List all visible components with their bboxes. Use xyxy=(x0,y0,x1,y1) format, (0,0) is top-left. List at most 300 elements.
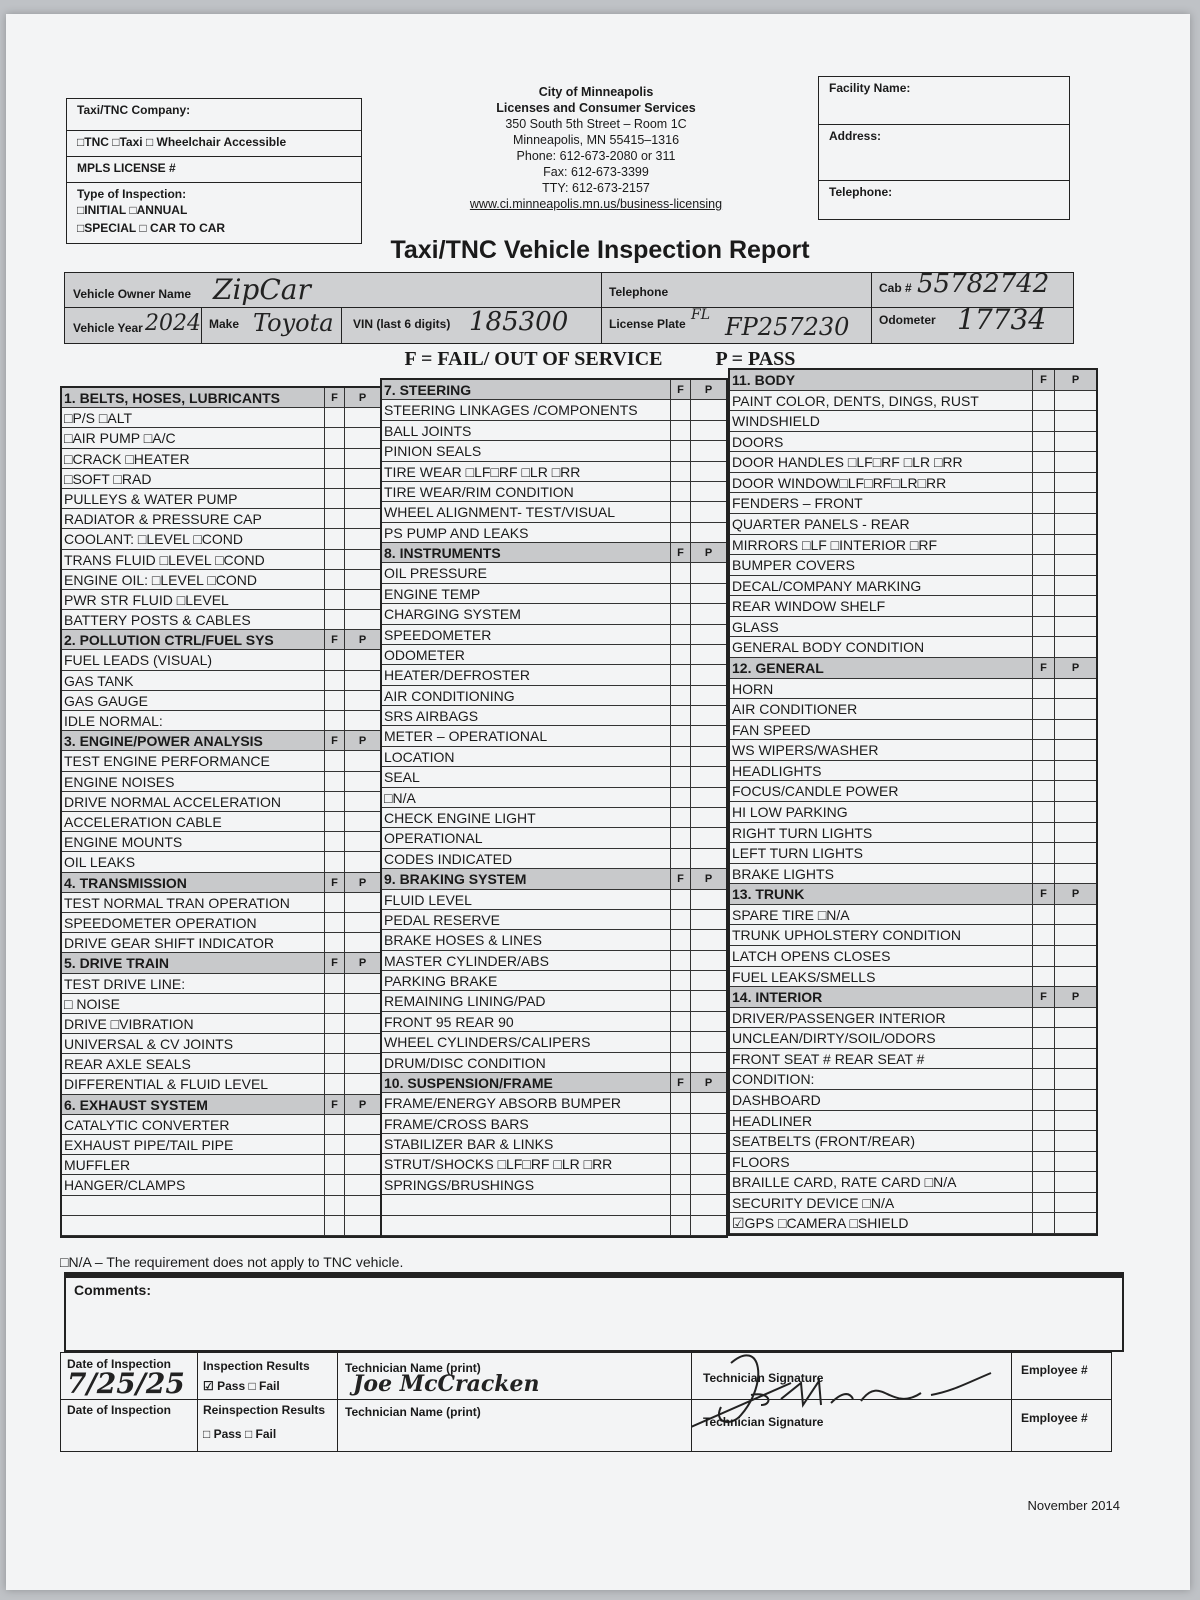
pass-checkbox-cell[interactable] xyxy=(690,1154,726,1174)
pass-checkbox-cell[interactable] xyxy=(1054,1193,1096,1214)
pass-checkbox-cell[interactable] xyxy=(344,994,380,1014)
fail-checkbox-cell[interactable] xyxy=(324,1074,344,1094)
pass-checkbox-cell[interactable] xyxy=(690,1114,726,1134)
fail-checkbox-cell[interactable] xyxy=(324,449,344,469)
fail-checkbox-cell[interactable] xyxy=(324,650,344,670)
fail-checkbox-cell[interactable] xyxy=(670,1093,690,1113)
pass-checkbox-cell[interactable]: P xyxy=(690,543,726,563)
fail-checkbox-cell[interactable]: F xyxy=(670,543,690,563)
fail-checkbox-cell[interactable] xyxy=(324,852,344,872)
fail-checkbox-cell[interactable] xyxy=(1032,555,1054,576)
pass-checkbox-cell[interactable] xyxy=(1054,1008,1096,1029)
fail-checkbox-cell[interactable] xyxy=(324,671,344,691)
checklist-item: HORN xyxy=(730,679,1032,700)
fail-checkbox-cell[interactable] xyxy=(324,610,344,630)
fail-checkbox-cell[interactable] xyxy=(670,788,690,808)
pass-checkbox-cell[interactable] xyxy=(344,1034,380,1054)
fail-checkbox-cell[interactable] xyxy=(324,509,344,529)
fail-checkbox-cell[interactable] xyxy=(1032,1152,1054,1173)
fail-checkbox-cell[interactable] xyxy=(324,1135,344,1155)
pass-checkbox-cell[interactable] xyxy=(1054,1152,1096,1173)
pass-checkbox-cell[interactable] xyxy=(1054,493,1096,514)
pass-checkbox-cell[interactable] xyxy=(690,462,726,482)
technician-name-value: Joe McCracken xyxy=(353,1371,540,1397)
fail-checkbox-cell[interactable] xyxy=(324,893,344,913)
license-plate-label: License Plate xyxy=(609,317,686,331)
section-header: 12. GENERAL xyxy=(730,658,1032,679)
pass-checkbox-cell[interactable] xyxy=(690,951,726,971)
pass-checkbox-cell[interactable] xyxy=(344,893,380,913)
fail-checkbox-cell[interactable] xyxy=(670,604,690,624)
fail-checkbox-cell[interactable] xyxy=(670,767,690,787)
fail-checkbox-cell[interactable] xyxy=(324,772,344,792)
fail-checkbox-cell[interactable] xyxy=(1032,1028,1054,1049)
pass-checkbox-cell[interactable] xyxy=(1054,411,1096,432)
pass-checkbox-cell[interactable] xyxy=(690,726,726,746)
fail-checkbox-cell[interactable] xyxy=(670,482,690,502)
pass-checkbox-cell[interactable]: P xyxy=(344,953,380,973)
pass-checkbox-cell[interactable]: P xyxy=(1054,370,1096,391)
checklist-item: DOOR WINDOW□LF□RF□LR□RR xyxy=(730,473,1032,494)
section-header: 4. TRANSMISSION xyxy=(62,873,324,893)
fail-checkbox-cell[interactable] xyxy=(1032,802,1054,823)
pass-checkbox-cell[interactable] xyxy=(344,812,380,832)
pass-checkbox-cell[interactable] xyxy=(1054,1131,1096,1152)
pass-checkbox-cell[interactable] xyxy=(690,563,726,583)
fail-checkbox-cell[interactable] xyxy=(1032,514,1054,535)
fail-checkbox-cell[interactable] xyxy=(1032,637,1054,658)
fail-checkbox-cell[interactable] xyxy=(1032,905,1054,926)
fail-checkbox-cell[interactable] xyxy=(324,812,344,832)
pass-checkbox-cell[interactable] xyxy=(690,808,726,828)
fail-checkbox-cell[interactable] xyxy=(324,1034,344,1054)
pass-checkbox-cell[interactable] xyxy=(344,933,380,953)
pass-checkbox-cell[interactable] xyxy=(690,421,726,441)
fail-checkbox-cell[interactable] xyxy=(324,489,344,509)
pass-checkbox-cell[interactable] xyxy=(690,1032,726,1052)
pass-checkbox-cell[interactable] xyxy=(690,665,726,685)
fail-checkbox-cell[interactable] xyxy=(670,686,690,706)
fail-checkbox-cell[interactable] xyxy=(670,808,690,828)
fail-checkbox-cell[interactable] xyxy=(324,1216,344,1236)
pass-checkbox-cell[interactable]: P xyxy=(690,869,726,889)
fail-checkbox-cell[interactable] xyxy=(324,428,344,448)
fail-checkbox-cell[interactable] xyxy=(324,1115,344,1135)
pass-checkbox-cell[interactable] xyxy=(344,751,380,771)
fail-checkbox-cell[interactable] xyxy=(670,706,690,726)
checklist-item: MASTER CYLINDER/ABS xyxy=(382,951,670,971)
fail-checkbox-cell[interactable] xyxy=(1032,864,1054,885)
pass-checkbox-cell[interactable] xyxy=(1054,740,1096,761)
fail-checkbox-cell[interactable] xyxy=(670,1195,690,1215)
pass-checkbox-cell[interactable] xyxy=(1054,781,1096,802)
checklist-item: BUMPER COVERS xyxy=(730,555,1032,576)
reinspection-results-options[interactable]: □ Pass □ Fail xyxy=(203,1427,277,1441)
fail-checkbox-cell[interactable] xyxy=(670,523,690,543)
fail-checkbox-cell[interactable] xyxy=(1032,1049,1054,1070)
pass-checkbox-cell[interactable] xyxy=(1054,1172,1096,1193)
pass-checkbox-cell[interactable] xyxy=(690,1093,726,1113)
fail-checkbox-cell[interactable] xyxy=(324,550,344,570)
checklist-item: CONDITION: xyxy=(730,1069,1032,1090)
fail-checkbox-cell[interactable] xyxy=(1032,823,1054,844)
pass-checkbox-cell[interactable] xyxy=(690,706,726,726)
pass-checkbox-cell[interactable] xyxy=(344,449,380,469)
fail-checkbox-cell[interactable] xyxy=(324,792,344,812)
fail-checkbox-cell[interactable]: F xyxy=(1032,987,1054,1008)
fail-checkbox-cell[interactable] xyxy=(670,1134,690,1154)
pass-checkbox-cell[interactable] xyxy=(344,550,380,570)
fail-checkbox-cell[interactable] xyxy=(670,726,690,746)
fail-checkbox-cell[interactable]: F xyxy=(1032,370,1054,391)
fail-checkbox-cell[interactable] xyxy=(1032,740,1054,761)
fail-checkbox-cell[interactable]: F xyxy=(670,869,690,889)
fail-checkbox-cell[interactable] xyxy=(670,441,690,461)
fail-checkbox-cell[interactable]: F xyxy=(324,731,344,751)
license-plate-value: FP257230 xyxy=(725,313,850,341)
fail-checkbox-cell[interactable]: F xyxy=(324,953,344,973)
pass-checkbox-cell[interactable] xyxy=(344,650,380,670)
pass-checkbox-cell[interactable] xyxy=(690,441,726,461)
pass-checkbox-cell[interactable] xyxy=(344,913,380,933)
pass-checkbox-cell[interactable] xyxy=(344,408,380,428)
fail-checkbox-cell[interactable] xyxy=(670,828,690,848)
checklist-item: AIR CONDITIONER xyxy=(730,699,1032,720)
fail-checkbox-cell[interactable] xyxy=(324,408,344,428)
pass-checkbox-cell[interactable] xyxy=(1054,1111,1096,1132)
pass-checkbox-cell[interactable] xyxy=(690,788,726,808)
fail-checkbox-cell[interactable]: F xyxy=(324,873,344,893)
pass-checkbox-cell[interactable] xyxy=(1054,802,1096,823)
pass-checkbox-cell[interactable] xyxy=(690,604,726,624)
pass-checkbox-cell[interactable] xyxy=(344,1054,380,1074)
pass-checkbox-cell[interactable] xyxy=(690,1216,726,1236)
checklist-item: QUARTER PANELS - REAR xyxy=(730,514,1032,535)
fail-checkbox-cell[interactable] xyxy=(1032,967,1054,988)
pass-checkbox-cell[interactable] xyxy=(344,691,380,711)
pass-checkbox-cell[interactable] xyxy=(690,1195,726,1215)
pass-checkbox-cell[interactable] xyxy=(1054,864,1096,885)
pass-checkbox-cell[interactable] xyxy=(690,502,726,522)
fail-checkbox-cell[interactable] xyxy=(670,951,690,971)
checklist-item: RIGHT TURN LIGHTS xyxy=(730,823,1032,844)
pass-checkbox-cell[interactable] xyxy=(690,849,726,869)
fail-checkbox-cell[interactable] xyxy=(670,1012,690,1032)
agency-url-link[interactable]: www.ci.minneapolis.mn.us/business-licensing xyxy=(469,197,723,211)
fail-checkbox-cell[interactable] xyxy=(324,691,344,711)
pass-checkbox-cell[interactable] xyxy=(690,400,726,420)
checklist-item: BATTERY POSTS & CABLES xyxy=(62,610,324,630)
pass-checkbox-cell[interactable] xyxy=(344,509,380,529)
pass-checkbox-cell[interactable] xyxy=(690,482,726,502)
pass-checkbox-cell[interactable] xyxy=(690,1053,726,1073)
fail-checkbox-cell[interactable] xyxy=(324,1196,344,1216)
pass-checkbox-cell[interactable] xyxy=(344,1074,380,1094)
fail-checkbox-cell[interactable] xyxy=(324,1054,344,1074)
fail-checkbox-cell[interactable] xyxy=(1032,411,1054,432)
pass-checkbox-cell[interactable] xyxy=(344,792,380,812)
fail-checkbox-cell[interactable] xyxy=(670,665,690,685)
pass-checkbox-cell[interactable] xyxy=(690,890,726,910)
fail-checkbox-cell[interactable] xyxy=(1032,679,1054,700)
pass-checkbox-cell[interactable]: P xyxy=(690,1073,726,1093)
fail-checkbox-cell[interactable] xyxy=(670,1216,690,1236)
fail-checkbox-cell[interactable] xyxy=(670,625,690,645)
pass-checkbox-cell[interactable]: P xyxy=(344,1095,380,1115)
pass-checkbox-cell[interactable]: P xyxy=(1054,987,1096,1008)
fail-checkbox-cell[interactable] xyxy=(1032,1069,1054,1090)
pass-checkbox-cell[interactable] xyxy=(1054,637,1096,658)
pass-checkbox-cell[interactable] xyxy=(1054,596,1096,617)
date-of-inspection-value: 7/25/25 xyxy=(67,1367,185,1400)
checklist-item: FLUID LEVEL xyxy=(382,890,670,910)
legend-pass: P = PASS xyxy=(715,348,796,370)
pass-checkbox-cell[interactable] xyxy=(690,686,726,706)
checklist-item: OIL LEAKS xyxy=(62,852,324,872)
fail-checkbox-cell[interactable] xyxy=(324,1014,344,1034)
pass-checkbox-cell[interactable] xyxy=(1054,1090,1096,1111)
pass-checkbox-cell[interactable] xyxy=(690,645,726,665)
pass-checkbox-cell[interactable] xyxy=(1054,679,1096,700)
pass-checkbox-cell[interactable] xyxy=(1054,1028,1096,1049)
fail-checkbox-cell[interactable] xyxy=(1032,1193,1054,1214)
pass-checkbox-cell[interactable] xyxy=(344,974,380,994)
pass-checkbox-cell[interactable] xyxy=(344,1216,380,1236)
owner-name-value: ZipCar xyxy=(213,273,311,306)
pass-checkbox-cell[interactable] xyxy=(690,747,726,767)
vin-label: VIN (last 6 digits) xyxy=(353,317,451,331)
fail-checkbox-cell[interactable] xyxy=(670,502,690,522)
pass-checkbox-cell[interactable] xyxy=(344,1196,380,1216)
fail-checkbox-cell[interactable] xyxy=(324,832,344,852)
pass-checkbox-cell[interactable] xyxy=(1054,1069,1096,1090)
fail-checkbox-cell[interactable] xyxy=(1032,1172,1054,1193)
checklist-item: ACCELERATION CABLE xyxy=(62,812,324,832)
fail-checkbox-cell[interactable] xyxy=(1032,720,1054,741)
pass-checkbox-cell[interactable] xyxy=(344,570,380,590)
pass-checkbox-cell[interactable] xyxy=(1054,391,1096,412)
pass-checkbox-cell[interactable] xyxy=(1054,699,1096,720)
pass-checkbox-cell[interactable] xyxy=(1054,576,1096,597)
pass-checkbox-cell[interactable] xyxy=(344,832,380,852)
pass-checkbox-cell[interactable] xyxy=(690,991,726,1011)
pass-checkbox-cell[interactable] xyxy=(344,529,380,549)
fail-checkbox-cell[interactable] xyxy=(324,933,344,953)
checklist-item: HEADLIGHTS xyxy=(730,761,1032,782)
fail-checkbox-cell[interactable]: F xyxy=(1032,658,1054,679)
fail-checkbox-cell[interactable] xyxy=(670,1053,690,1073)
pass-checkbox-cell[interactable] xyxy=(344,590,380,610)
pass-checkbox-cell[interactable] xyxy=(690,828,726,848)
fail-checkbox-cell[interactable]: F xyxy=(324,1095,344,1115)
fail-checkbox-cell[interactable] xyxy=(670,1114,690,1134)
section-header: 7. STEERING xyxy=(382,380,670,400)
pass-checkbox-cell[interactable]: P xyxy=(1054,658,1096,679)
pass-checkbox-cell[interactable] xyxy=(690,930,726,950)
fail-checkbox-cell[interactable] xyxy=(1032,925,1054,946)
fail-checkbox-cell[interactable] xyxy=(1032,391,1054,412)
fail-checkbox-cell[interactable]: F xyxy=(1032,884,1054,905)
pass-checkbox-cell[interactable] xyxy=(690,1175,726,1195)
fail-checkbox-cell[interactable] xyxy=(324,711,344,731)
pass-checkbox-cell[interactable] xyxy=(1054,761,1096,782)
pass-checkbox-cell[interactable] xyxy=(344,852,380,872)
fail-checkbox-cell[interactable] xyxy=(1032,576,1054,597)
fail-checkbox-cell[interactable] xyxy=(670,421,690,441)
pass-checkbox-cell[interactable] xyxy=(690,584,726,604)
checklist-item: BRAILLE CARD, RATE CARD □N/A xyxy=(730,1172,1032,1193)
fail-checkbox-cell[interactable] xyxy=(1032,761,1054,782)
fail-checkbox-cell[interactable] xyxy=(1032,1111,1054,1132)
pass-checkbox-cell[interactable] xyxy=(344,772,380,792)
pass-checkbox-cell[interactable] xyxy=(690,1012,726,1032)
comments-box[interactable] xyxy=(64,1272,1124,1352)
pass-checkbox-cell[interactable] xyxy=(1054,473,1096,494)
pass-checkbox-cell[interactable] xyxy=(344,1175,380,1195)
fail-checkbox-cell[interactable] xyxy=(1032,699,1054,720)
pass-checkbox-cell[interactable] xyxy=(1054,946,1096,967)
pass-checkbox-cell[interactable] xyxy=(1054,555,1096,576)
fail-checkbox-cell[interactable] xyxy=(1032,1131,1054,1152)
fail-checkbox-cell[interactable] xyxy=(1032,781,1054,802)
fail-checkbox-cell[interactable]: F xyxy=(324,630,344,650)
fail-checkbox-cell[interactable] xyxy=(670,747,690,767)
pass-checkbox-cell[interactable] xyxy=(690,523,726,543)
pass-checkbox-cell[interactable]: P xyxy=(344,630,380,650)
fail-checkbox-cell[interactable] xyxy=(324,751,344,771)
pass-checkbox-cell[interactable] xyxy=(344,711,380,731)
pass-checkbox-cell[interactable] xyxy=(1054,535,1096,556)
pass-checkbox-cell[interactable] xyxy=(1054,432,1096,453)
fail-checkbox-cell[interactable] xyxy=(670,645,690,665)
pass-checkbox-cell[interactable] xyxy=(1054,514,1096,535)
pass-checkbox-cell[interactable] xyxy=(344,671,380,691)
fail-checkbox-cell[interactable] xyxy=(1032,1090,1054,1111)
checklist-item: OIL PRESSURE xyxy=(382,563,670,583)
fail-checkbox-cell[interactable] xyxy=(670,563,690,583)
checklist-item: PINION SEALS xyxy=(382,441,670,461)
pass-checkbox-cell[interactable] xyxy=(344,1014,380,1034)
pass-checkbox-cell[interactable]: P xyxy=(690,380,726,400)
fail-checkbox-cell[interactable] xyxy=(670,584,690,604)
checklist-item: UNCLEAN/DIRTY/SOIL/ODORS xyxy=(730,1028,1032,1049)
pass-checkbox-cell[interactable] xyxy=(690,767,726,787)
fail-checkbox-cell[interactable] xyxy=(670,1154,690,1174)
checklist-item: FOCUS/CANDLE POWER xyxy=(730,781,1032,802)
fail-checkbox-cell[interactable] xyxy=(1032,1213,1054,1234)
pass-checkbox-cell[interactable] xyxy=(1054,1049,1096,1070)
pass-checkbox-cell[interactable] xyxy=(1054,967,1096,988)
checklist-item: UNIVERSAL & CV JOINTS xyxy=(62,1034,324,1054)
fail-checkbox-cell[interactable] xyxy=(670,971,690,991)
pass-checkbox-cell[interactable] xyxy=(690,625,726,645)
fail-checkbox-cell[interactable]: F xyxy=(670,1073,690,1093)
fail-checkbox-cell[interactable] xyxy=(1032,432,1054,453)
fail-checkbox-cell[interactable] xyxy=(324,590,344,610)
fail-checkbox-cell[interactable] xyxy=(1032,473,1054,494)
checklist-item: ENGINE OIL: □LEVEL □COND xyxy=(62,570,324,590)
odometer-label: Odometer xyxy=(879,313,936,327)
fail-checkbox-cell[interactable] xyxy=(670,930,690,950)
fail-checkbox-cell[interactable] xyxy=(1032,617,1054,638)
fail-checkbox-cell[interactable] xyxy=(670,849,690,869)
fail-checkbox-cell[interactable] xyxy=(670,462,690,482)
fail-checkbox-cell[interactable] xyxy=(1032,493,1054,514)
pass-checkbox-cell[interactable] xyxy=(344,610,380,630)
fail-checkbox-cell[interactable] xyxy=(670,910,690,930)
pass-checkbox-cell[interactable] xyxy=(1054,617,1096,638)
checklist-item: BRAKE HOSES & LINES xyxy=(382,930,670,950)
fail-checkbox-cell[interactable] xyxy=(324,1175,344,1195)
fail-checkbox-cell[interactable] xyxy=(1032,535,1054,556)
pass-checkbox-cell[interactable]: P xyxy=(344,388,380,408)
fail-checkbox-cell[interactable] xyxy=(1032,596,1054,617)
pass-checkbox-cell[interactable] xyxy=(690,971,726,991)
pass-checkbox-cell[interactable] xyxy=(344,1155,380,1175)
pass-checkbox-cell[interactable] xyxy=(690,910,726,930)
checklist-item: ☑GPS □CAMERA □SHIELD xyxy=(730,1213,1032,1234)
section-header: 14. INTERIOR xyxy=(730,987,1032,1008)
pass-checkbox-cell[interactable] xyxy=(344,469,380,489)
fail-checkbox-cell[interactable] xyxy=(1032,452,1054,473)
fail-checkbox-cell[interactable]: F xyxy=(670,380,690,400)
pass-checkbox-cell[interactable] xyxy=(344,428,380,448)
pass-checkbox-cell[interactable]: P xyxy=(1054,884,1096,905)
fail-checkbox-cell[interactable] xyxy=(670,991,690,1011)
fail-checkbox-cell[interactable] xyxy=(1032,946,1054,967)
fail-checkbox-cell[interactable] xyxy=(670,1032,690,1052)
fail-checkbox-cell[interactable] xyxy=(324,974,344,994)
pass-checkbox-cell[interactable]: P xyxy=(344,731,380,751)
pass-checkbox-cell[interactable] xyxy=(344,1115,380,1135)
fail-checkbox-cell[interactable] xyxy=(1032,843,1054,864)
pass-checkbox-cell[interactable] xyxy=(690,1134,726,1154)
checklist-item: ODOMETER xyxy=(382,645,670,665)
fail-checkbox-cell[interactable] xyxy=(324,529,344,549)
pass-checkbox-cell[interactable] xyxy=(1054,823,1096,844)
fail-checkbox-cell[interactable] xyxy=(324,1155,344,1175)
checklist-item: GENERAL BODY CONDITION xyxy=(730,637,1032,658)
checklist-item: TRANS FLUID □LEVEL □COND xyxy=(62,550,324,570)
inspection-results-options[interactable]: ☑ Pass □ Fail xyxy=(203,1379,280,1393)
pass-checkbox-cell[interactable] xyxy=(1054,720,1096,741)
fail-checkbox-cell[interactable] xyxy=(324,570,344,590)
pass-checkbox-cell[interactable]: P xyxy=(344,873,380,893)
checklist-item: STABILIZER BAR & LINKS xyxy=(382,1134,670,1154)
fail-checkbox-cell[interactable] xyxy=(324,469,344,489)
pass-checkbox-cell[interactable] xyxy=(1054,843,1096,864)
fail-checkbox-cell[interactable] xyxy=(670,890,690,910)
checklist-item: TEST DRIVE LINE: xyxy=(62,974,324,994)
fail-checkbox-cell[interactable] xyxy=(324,994,344,1014)
pass-checkbox-cell[interactable] xyxy=(1054,905,1096,926)
fail-checkbox-cell[interactable] xyxy=(670,1175,690,1195)
checklist-item: BRAKE LIGHTS xyxy=(730,864,1032,885)
pass-checkbox-cell[interactable] xyxy=(344,489,380,509)
fail-checkbox-cell[interactable] xyxy=(670,400,690,420)
fail-checkbox-cell[interactable] xyxy=(1032,1008,1054,1029)
checklist-item: FAN SPEED xyxy=(730,720,1032,741)
pass-checkbox-cell[interactable] xyxy=(1054,1213,1096,1234)
pass-checkbox-cell[interactable] xyxy=(1054,452,1096,473)
facility-box xyxy=(818,76,1070,220)
pass-checkbox-cell[interactable] xyxy=(1054,925,1096,946)
fail-checkbox-cell[interactable]: F xyxy=(324,388,344,408)
pass-checkbox-cell[interactable] xyxy=(344,1135,380,1155)
fail-checkbox-cell[interactable] xyxy=(324,913,344,933)
checklist-item: TIRE WEAR □LF□RF □LR □RR xyxy=(382,462,670,482)
checklist-item: AIR CONDITIONING xyxy=(382,686,670,706)
